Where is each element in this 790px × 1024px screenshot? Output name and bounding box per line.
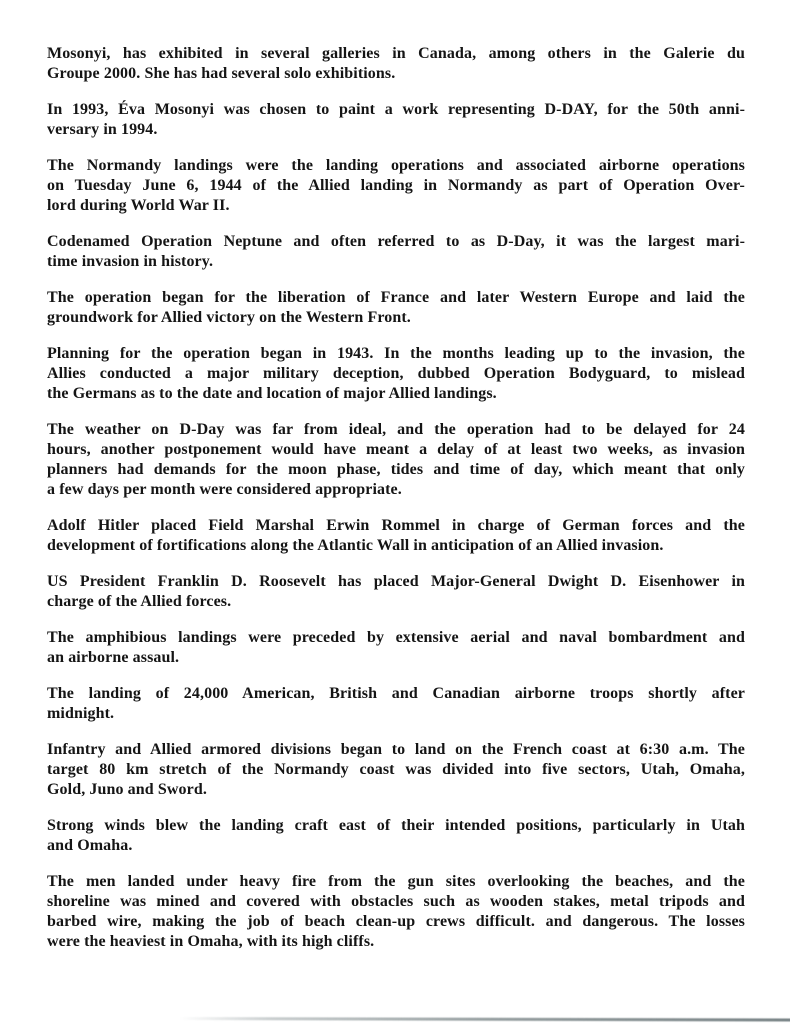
text-line: charge of the Allied forces. xyxy=(47,593,232,610)
text-line: US President Franklin D. Roosevelt has placed Major-General Dwight D. Eisenhower in xyxy=(47,573,745,590)
paragraph xyxy=(47,872,745,952)
text-line: The weather on D-Day was far from ideal, and the operation had to be delayed for 24 xyxy=(47,421,745,438)
text-line: planners had demands for the moon phase, tides and time of day, which meant that only xyxy=(47,461,745,478)
text-line: time invasion in history. xyxy=(47,253,214,270)
text-line: The amphibious landings were preceded by extensive aerial and naval bombardment and xyxy=(47,629,745,646)
text-line: midnight. xyxy=(47,705,115,722)
paragraph xyxy=(47,288,745,328)
text-line: Gold, Juno and Sword. xyxy=(47,781,207,798)
paragraph xyxy=(47,572,745,612)
text-line: Groupe 2000. She has had several solo exhibitions. xyxy=(47,65,396,82)
scan-edge-shadow xyxy=(180,1017,790,1022)
text-line: hours, another postponement would have meant a delay of at least two weeks, as invasion xyxy=(47,441,745,458)
text-block xyxy=(47,44,745,968)
text-line: development of fortifications along the Atlantic Wall in anticipation of an Allied invasion. xyxy=(47,537,664,554)
text-line: Mosonyi, has exhibited in several galleries in Canada, among others in the Galerie du xyxy=(47,45,745,62)
paragraph xyxy=(47,628,745,668)
text-line: and Omaha. xyxy=(47,837,133,854)
text-line: the Germans as to the date and location of major Allied landings. xyxy=(47,385,497,402)
text-line: The men landed under heavy fire from the gun sites overlooking the beaches, and the xyxy=(47,873,745,890)
paragraph xyxy=(47,156,745,216)
text-line: Infantry and Allied armored divisions began to land on the French coast at 6:30 a.m. The xyxy=(47,741,745,758)
text-line: Allies conducted a major military deception, dubbed Operation Bodyguard, to mislead xyxy=(47,365,745,382)
text-line: on Tuesday June 6, 1944 of the Allied landing in Normandy as part of Operation Over- xyxy=(47,177,745,194)
paragraph xyxy=(47,420,745,500)
text-line: The operation began for the liberation of France and later Western Europe and laid the xyxy=(47,289,745,306)
paragraph xyxy=(47,740,745,800)
text-line: Planning for the operation began in 1943. In the months leading up to the invasion, the xyxy=(47,345,745,362)
paragraph xyxy=(47,44,745,84)
paragraph xyxy=(47,516,745,556)
text-line: The Normandy landings were the landing operations and associated airborne operations xyxy=(47,157,745,174)
paragraph xyxy=(47,232,745,272)
text-line: Codenamed Operation Neptune and often referred to as D-Day, it was the largest mari- xyxy=(47,233,745,250)
text-line: an airborne assaul. xyxy=(47,649,180,666)
text-line: groundwork for Allied victory on the Western Front. xyxy=(47,309,411,326)
text-line: In 1993, Éva Mosonyi was chosen to paint a work representing D-DAY, for the 50th anni- xyxy=(47,101,745,118)
paragraph xyxy=(47,344,745,404)
text-line: lord during World War II. xyxy=(47,197,230,214)
text-line: a few days per month were considered appropriate. xyxy=(47,481,402,498)
text-line: The landing of 24,000 American, British and Canadian airborne troops shortly after xyxy=(47,685,745,702)
text-line: versary in 1994. xyxy=(47,121,158,138)
text-line: shoreline was mined and covered with obstacles such as wooden stakes, metal tripods and xyxy=(47,893,745,910)
paragraph xyxy=(47,816,745,856)
text-line: target 80 km stretch of the Normandy coast was divided into five sectors, Utah, Omaha, xyxy=(47,761,745,778)
paragraph xyxy=(47,100,745,140)
text-line: barbed wire, making the job of beach clean-up crews difficult. and dangerous. The losses xyxy=(47,913,745,930)
text-line: were the heaviest in Omaha, with its high cliffs. xyxy=(47,933,375,950)
text-line: Adolf Hitler placed Field Marshal Erwin Rommel in charge of German forces and the xyxy=(47,517,745,534)
paragraph xyxy=(47,684,745,724)
text-line: Strong winds blew the landing craft east of their intended positions, particularly in Utah xyxy=(47,817,745,834)
